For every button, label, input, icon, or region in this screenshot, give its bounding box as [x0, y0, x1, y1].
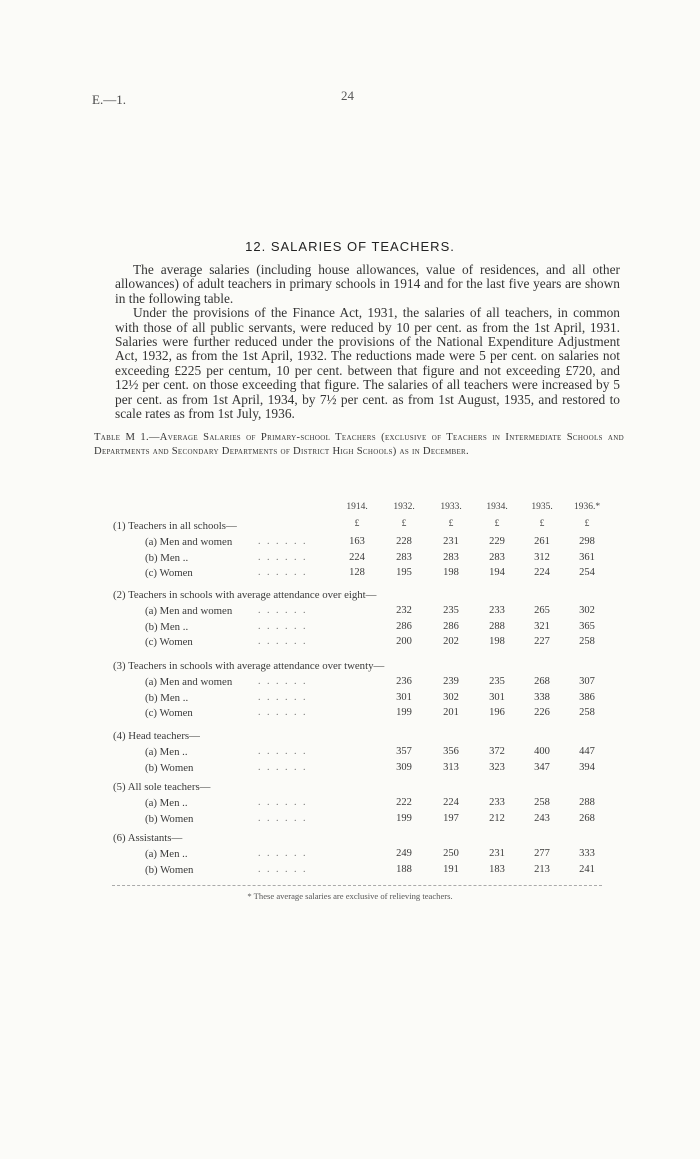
table-cell: 386	[579, 691, 595, 703]
currency-header: £	[401, 519, 407, 529]
group-label: (5) All sole teachers—	[113, 781, 211, 793]
year-header: 1933.	[440, 502, 462, 512]
group-label: (3) Teachers in schools with average attendance over twenty—	[113, 660, 385, 672]
table-cell: 447	[579, 746, 595, 757]
table-cell: 288	[489, 620, 505, 632]
table-cell: 235	[443, 605, 459, 616]
table-cell: 283	[489, 551, 505, 563]
table-cell: 394	[579, 761, 595, 773]
leader-dots: . . . . . .	[258, 761, 308, 773]
currency-header: £	[448, 519, 454, 529]
table-cell: 265	[534, 605, 550, 616]
table-cell: 250	[443, 848, 459, 859]
table-cell: 224	[443, 797, 459, 808]
row-label: (b) Women	[145, 812, 194, 825]
table-cell: 201	[443, 707, 459, 718]
table-cell: 226	[534, 707, 550, 718]
row-label: (c) Women	[145, 636, 193, 648]
leader-dots: . . . . . .	[258, 797, 308, 808]
table-cell: 228	[396, 536, 412, 547]
currency-header: £	[494, 519, 500, 529]
leader-dots: . . . . . .	[258, 707, 308, 718]
table-cell: 357	[396, 746, 412, 757]
table-cell: 128	[349, 567, 365, 578]
table-cell: 400	[534, 746, 550, 757]
leader-dots: . . . . . .	[258, 567, 308, 578]
leader-dots: . . . . . .	[258, 812, 308, 824]
table-cell: 212	[489, 812, 505, 824]
table-cell: 361	[579, 551, 595, 563]
row-label: (b) Women	[145, 863, 194, 876]
table-cell: 202	[443, 636, 459, 647]
table-cell: 283	[396, 551, 412, 563]
table-cell: 243	[534, 812, 550, 824]
table-cell: 236	[396, 676, 412, 687]
table-cell: 224	[349, 551, 365, 563]
table-cell: 301	[396, 691, 412, 703]
page-number: 24	[341, 88, 354, 103]
table-cell: 249	[396, 848, 412, 859]
table-cell: 188	[396, 863, 412, 875]
table-cell: 313	[443, 761, 459, 773]
currency-header: £	[584, 519, 590, 529]
table-cell: 197	[443, 812, 459, 824]
currency-header: £	[354, 519, 360, 529]
table-cell: 347	[534, 761, 550, 773]
table-cell: 231	[443, 536, 459, 547]
page-ref: E.—1.	[92, 92, 126, 107]
table-cell: 298	[579, 536, 595, 547]
table-cell: 194	[489, 567, 505, 578]
table-cell: 288	[579, 797, 595, 808]
table-cell: 200	[396, 636, 412, 647]
leader-dots: . . . . . .	[258, 691, 308, 703]
table-cell: 356	[443, 746, 459, 757]
table-cell: 312	[534, 551, 550, 563]
table-cell: 309	[396, 761, 412, 773]
table-cell: 302	[579, 605, 595, 616]
table-cell: 233	[489, 797, 505, 808]
leader-dots: . . . . . .	[258, 676, 308, 687]
table-cell: 268	[579, 812, 595, 824]
row-label: (b) Men ..	[145, 620, 189, 633]
table-cell: 268	[534, 676, 550, 687]
table-cell: 196	[489, 707, 505, 718]
table-cell: 258	[579, 707, 595, 718]
table-cell: 301	[489, 691, 505, 703]
year-header: 1936.*	[573, 502, 601, 512]
table-caption: Table M 1.—Average Salaries of Primary-school Teachers (exclusive of Teachers in Intermediate Schools and Departments and Secondary Departments of District High Schools) as in December.	[94, 432, 624, 457]
table-cell: 286	[396, 620, 412, 632]
table-cell: 239	[443, 676, 459, 687]
row-label: (a) Men and women	[145, 676, 233, 688]
table-cell: 277	[534, 848, 550, 859]
leader-dots: . . . . . .	[258, 863, 308, 875]
section-title: 12. SALARIES OF TEACHERS.	[245, 239, 455, 254]
table-cell: 195	[396, 567, 412, 578]
row-label: (c) Women	[145, 567, 193, 579]
group-label: (4) Head teachers—	[113, 730, 200, 742]
table-cell: 365	[579, 620, 595, 632]
leader-dots: . . . . . .	[258, 848, 308, 859]
table-rule	[112, 885, 602, 886]
row-label: (c) Women	[145, 707, 193, 719]
table-cell: 258	[534, 797, 550, 808]
currency-header: £	[539, 519, 545, 529]
table-cell: 183	[489, 863, 505, 875]
table-cell: 231	[489, 848, 505, 859]
table-cell: 283	[443, 551, 459, 563]
table-cell: 229	[489, 536, 505, 547]
table-cell: 213	[534, 863, 550, 875]
table-cell: 199	[396, 707, 412, 718]
leader-dots: . . . . . .	[258, 605, 308, 616]
table-cell: 338	[534, 691, 550, 703]
table-cell: 286	[443, 620, 459, 632]
table-cell: 241	[579, 863, 595, 875]
table-cell: 323	[489, 761, 505, 773]
row-label: (b) Men ..	[145, 551, 189, 564]
table-cell: 198	[489, 636, 505, 647]
table-cell: 224	[534, 567, 550, 578]
row-label: (a) Men ..	[145, 848, 188, 860]
leader-dots: . . . . . .	[258, 746, 308, 757]
table-cell: 198	[443, 567, 459, 578]
row-label: (a) Men and women	[145, 536, 233, 548]
row-label: (a) Men ..	[145, 746, 188, 758]
table-cell: 254	[579, 567, 595, 578]
year-header: 1934.	[486, 502, 508, 512]
table-cell: 235	[489, 676, 505, 687]
table-cell: 372	[489, 746, 505, 757]
table-cell: 163	[349, 536, 365, 547]
year-header: 1914.	[346, 502, 368, 512]
table-cell: 227	[534, 636, 550, 647]
year-header: 1932.	[393, 502, 415, 512]
table-cell: 302	[443, 691, 459, 703]
table-cell: 191	[443, 863, 459, 875]
row-label: (a) Men ..	[145, 797, 188, 809]
table-cell: 232	[396, 605, 412, 616]
paragraph: The average salaries (including house allowances, value of residences, and all other allowances) of adult teachers in primary schools in 1914 and for the last five years are shown in the following table.	[115, 262, 620, 306]
leader-dots: . . . . . .	[258, 536, 308, 547]
table-footnote: * These average salaries are exclusive of relieving teachers.	[247, 891, 453, 901]
table-cell: 199	[396, 812, 412, 824]
table-cell: 233	[489, 605, 505, 616]
group-label: (2) Teachers in schools with average attendance over eight—	[113, 589, 377, 601]
leader-dots: . . . . . .	[258, 620, 308, 632]
table-cell: 261	[534, 536, 550, 547]
table-cell: 321	[534, 620, 550, 632]
group-label: (1) Teachers in all schools—	[113, 520, 237, 532]
leader-dots: . . . . . .	[258, 551, 308, 563]
row-label: (a) Men and women	[145, 605, 233, 617]
leader-dots: . . . . . .	[258, 636, 308, 647]
group-label: (6) Assistants—	[113, 832, 183, 844]
table-cell: 258	[579, 636, 595, 647]
table-cell: 333	[579, 848, 595, 859]
paragraph: Under the provisions of the Finance Act, 1931, the salaries of all teachers, in common with those of all public servants, were reduced by 10 per cent. as from the 1st April, 1931. Salaries were further reduced under the provisions of the National Expenditure Adjustment Act, 1932, as from the 1st April, 1932. The reductions made were 5 per cent. on salaries not exceeding £225 per centum, 10 per cent. between that figure and not exceeding £720, and 12½ per cent. on those exceeding that figure. The salaries of all teachers were increased by 5 per cent. as from 1st April, 1934, by 7½ per cent. as from 1st August, 1935, and restored to scale rates as from 1st July, 1936.	[115, 305, 620, 422]
row-label: (b) Men ..	[145, 691, 189, 704]
row-label: (b) Women	[145, 761, 194, 774]
table-cell: 307	[579, 676, 595, 687]
year-header: 1935.	[531, 502, 553, 512]
table-cell: 222	[396, 797, 412, 808]
